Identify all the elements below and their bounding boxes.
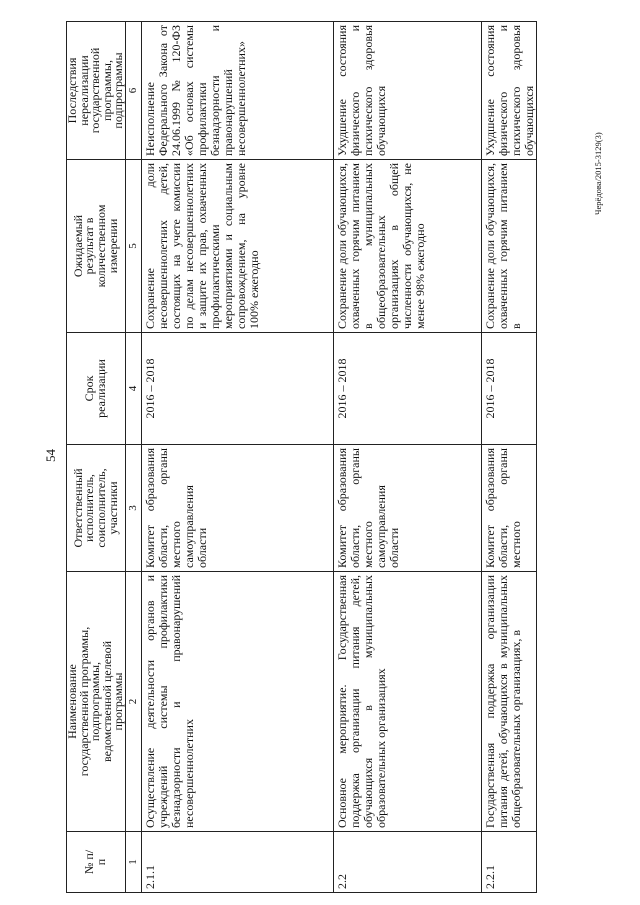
table-cell-result: Сохранение доли несовершеннолетних детей, состоящих на учете комиссии по делам несовершеннолетних и защите их прав, охваченных профилактическими мероприятиями и социальным сопровождением, на уровне 100% ежегодно [142,160,334,333]
header-cell-consequences [67,22,126,160]
column-number-cell [126,22,142,160]
header-result-label: Ожидаемый результат в количественном измерении [70,204,120,288]
column-number-row [126,22,142,893]
column-number: 4 [127,385,139,392]
table-cell-number: 2.1.1 [142,832,334,893]
header-executor-label: Ответственный исполнитель, соисполнитель, участники [70,468,120,548]
header-cell-result [67,160,126,333]
table-cell-period: 2016 – 2018 [142,333,334,445]
header-cell-executor [67,445,126,572]
table-row [142,22,334,893]
table-cell-result: Сохранение доли обучающихся, охваченных горячим питанием в [482,160,537,333]
program-table [66,21,537,893]
table-cell-executor: Комитет образования области, органы местного самоуправления области [142,445,334,572]
column-number: 5 [127,243,139,249]
header-period-label: Срок реализации [82,359,108,418]
table-cell-period: 2016 – 2018 [334,333,482,445]
column-number-cell [126,160,142,333]
table-cell-period: 2016 – 2018 [482,333,537,445]
column-number: 6 [127,87,139,94]
table-cell-name: Основное мероприятие. Государственная поддержка организации питания детей, обучающихся в муниципальных образовательных организациях [334,572,482,832]
table-cell-consequences: Неисполнение Федерального Закона от 24.06.1999 № 120-ФЗ «Об основах системы профилактики безнадзорности и правонарушений несовершеннолетних» [142,22,334,160]
table-cell-name: Осуществление деятельности органов и учреждений системы профилактики безнадзорности и правонарушений несовершеннолетних [142,572,334,832]
column-number: 1 [127,859,139,865]
table-cell-executor: Комитет образования области, органы местного [482,445,537,572]
table-cell-consequences: Ухудшение состояния физического и психического здоровья обучающихся [334,22,482,160]
table-cell-consequences: Ухудшение состояния физического и психического здоровья обучающихся [482,22,537,160]
column-number: 3 [127,505,139,511]
table-cell-executor: Комитет образования области, органы местного самоуправления области [334,445,482,572]
header-name-label: Наименование государственной программы, подпрограммы, ведомственной целевой программы [65,626,126,777]
footer-document-code: Черёдова/2015-3129(3) [593,132,603,215]
table-cell-number: 2.2 [334,832,482,893]
table-cell-number: 2.2.1 [482,832,537,893]
column-number-cell [126,832,142,893]
page-number: 54 [43,449,58,462]
table-cell-name: Государственная поддержка организации питания детей, обучающихся в муниципальных общеобразовательных организациях, в [482,572,537,832]
header-number-label: № п/п [82,849,108,875]
table-row [482,22,537,893]
header-consequences-label: Последствия нереализации государственной программы, подпрограммы [65,47,126,134]
table-cell-result: Сохранение доли обучающихся, охваченных горячим питанием в муниципальных общеобразовательных организациях в общей численности обучающихся, не менее 98% ежегодно [334,160,482,333]
column-number-cell [126,333,142,445]
table-row [334,22,482,893]
column-number-cell [126,572,142,832]
header-cell-period [67,333,126,445]
header-cell-number [67,832,126,893]
column-number: 2 [127,698,139,705]
table-header-row [67,22,126,893]
header-cell-name [67,572,126,832]
column-number-cell [126,445,142,572]
